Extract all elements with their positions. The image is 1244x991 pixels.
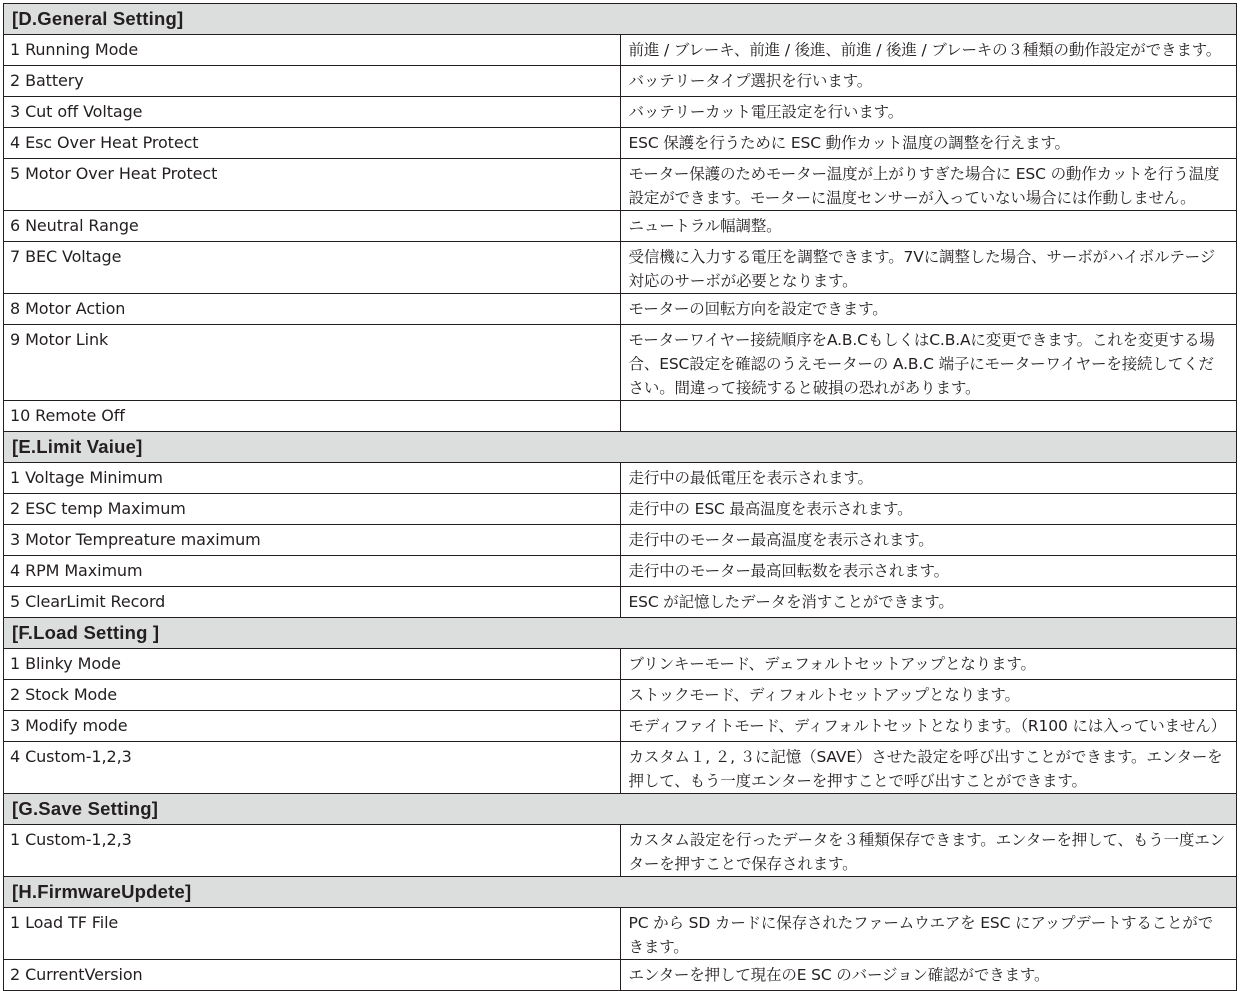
setting-description: ESC 保護を行うために ESC 動作カット温度の調整を行えます。: [620, 128, 1237, 159]
table-row: [4, 97, 1237, 128]
table-row: [4, 211, 1237, 242]
setting-label: 10 Remote Off: [4, 401, 621, 432]
setting-description: 受信機に入力する電圧を調整できます。7Vに調整した場合、サーボがハイボルテージ対応のサーボが必要となります。: [620, 242, 1237, 294]
setting-label: 5 ClearLimit Record: [4, 587, 621, 618]
table-row: [4, 294, 1237, 325]
setting-label: 1 Load TF File: [4, 908, 621, 960]
section-title: [F.Load Setting ]: [4, 618, 1237, 649]
setting-label: 5 Motor Over Heat Protect: [4, 159, 621, 211]
setting-label: 4 Custom-1,2,3: [4, 742, 621, 794]
setting-description: PC から SD カードに保存されたファームウエアを ESC にアップデートすることができます。: [620, 908, 1237, 960]
setting-label: 1 Custom-1,2,3: [4, 825, 621, 877]
setting-label: 2 Battery: [4, 66, 621, 97]
setting-description: モーターワイヤー接続順序をA.B.CもしくはC.B.Aに変更できます。これを変更する場合、ESC設定を確認のうえモーターの A.B.C 端子にモーターワイヤーを接続してください。間違って接続すると破損の恐れがあります。: [620, 325, 1237, 401]
table-row: [4, 711, 1237, 742]
table-row: [4, 680, 1237, 711]
table-row: [4, 960, 1237, 991]
section-header-row: [4, 432, 1237, 463]
setting-label: 8 Motor Action: [4, 294, 621, 325]
setting-label: 2 ESC temp Maximum: [4, 494, 621, 525]
table-row: [4, 325, 1237, 401]
setting-description: 走行中のモーター最高温度を表示されます。: [620, 525, 1237, 556]
setting-description: モディファイトモード、ディフォルトセットとなります。（R100 には入っていません）: [620, 711, 1237, 742]
setting-description: ストックモード、ディフォルトセットアップとなります。: [620, 680, 1237, 711]
setting-description: モーターの回転方向を設定できます。: [620, 294, 1237, 325]
setting-description: バッテリータイプ選択を行います。: [620, 66, 1237, 97]
setting-description: ニュートラル幅調整。: [620, 211, 1237, 242]
section-header-row: [4, 794, 1237, 825]
setting-description: 走行中の最低電圧を表示されます。: [620, 463, 1237, 494]
setting-label: 6 Neutral Range: [4, 211, 621, 242]
setting-label: 4 RPM Maximum: [4, 556, 621, 587]
setting-description: 走行中のモーター最高回転数を表示されます。: [620, 556, 1237, 587]
setting-description: [620, 401, 1237, 432]
section-header-row: [4, 877, 1237, 908]
table-row: [4, 525, 1237, 556]
table-row: [4, 128, 1237, 159]
setting-description: 走行中の ESC 最高温度を表示されます。: [620, 494, 1237, 525]
section-header-row: [4, 4, 1237, 35]
section-title: [G.Save Setting]: [4, 794, 1237, 825]
table-row: [4, 159, 1237, 211]
setting-label: 1 Running Mode: [4, 35, 621, 66]
setting-description: 前進 / ブレーキ、前進 / 後進、前進 / 後進 / ブレーキの３種類の動作設定ができます。: [620, 35, 1237, 66]
table-row: [4, 35, 1237, 66]
setting-label: 3 Cut off Voltage: [4, 97, 621, 128]
settings-table-body: [4, 4, 1237, 991]
table-row: [4, 556, 1237, 587]
setting-label: 1 Blinky Mode: [4, 649, 621, 680]
setting-description: ブリンキーモード、デェフォルトセットアップとなります。: [620, 649, 1237, 680]
table-row: [4, 649, 1237, 680]
table-row: [4, 242, 1237, 294]
setting-description: エンターを押して現在のE SC のバージョン確認ができます。: [620, 960, 1237, 991]
settings-table: [3, 3, 1237, 991]
setting-label: 4 Esc Over Heat Protect: [4, 128, 621, 159]
setting-description: バッテリーカット電圧設定を行います。: [620, 97, 1237, 128]
section-title: [D.General Setting]: [4, 4, 1237, 35]
table-row: [4, 908, 1237, 960]
table-row: [4, 494, 1237, 525]
setting-label: 7 BEC Voltage: [4, 242, 621, 294]
section-header-row: [4, 618, 1237, 649]
setting-description: カスタム１, ２, ３に記憶（SAVE）させた設定を呼び出すことができます。エンターを押して、もう一度エンターを押すことで呼び出すことができます。: [620, 742, 1237, 794]
setting-label: 9 Motor Link: [4, 325, 621, 401]
setting-label: 2 Stock Mode: [4, 680, 621, 711]
setting-description: カスタム設定を行ったデータを３種類保存できます。エンターを押して、もう一度エンターを押すことで保存されます。: [620, 825, 1237, 877]
setting-label: 1 Voltage Minimum: [4, 463, 621, 494]
setting-label: 2 CurrentVersion: [4, 960, 621, 991]
table-row: [4, 401, 1237, 432]
table-row: [4, 825, 1237, 877]
table-row: [4, 587, 1237, 618]
table-row: [4, 742, 1237, 794]
setting-description: モーター保護のためモーター温度が上がりすぎた場合に ESC の動作カットを行う温度設定ができます。モーターに温度センサーが入っていない場合には作動しません。: [620, 159, 1237, 211]
setting-label: 3 Motor Tempreature maximum: [4, 525, 621, 556]
section-title: [E.Limit Vaiue]: [4, 432, 1237, 463]
section-title: [H.FirmwareUpdete]: [4, 877, 1237, 908]
setting-description: ESC が記憶したデータを消すことができます。: [620, 587, 1237, 618]
table-row: [4, 463, 1237, 494]
table-row: [4, 66, 1237, 97]
setting-label: 3 Modify mode: [4, 711, 621, 742]
